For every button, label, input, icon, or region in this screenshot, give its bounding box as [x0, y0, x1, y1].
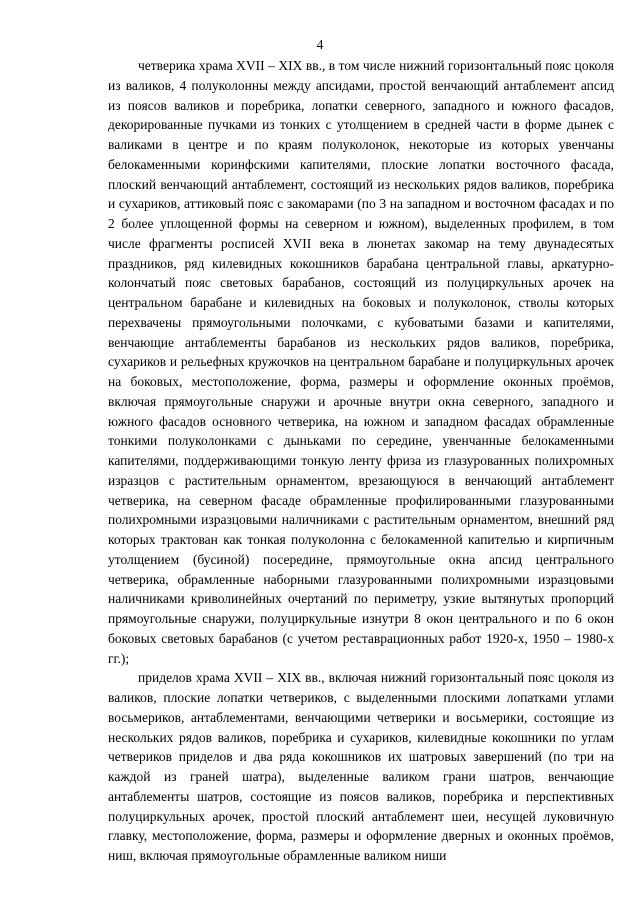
- paragraph-pridely: приделов храма XVII – XIX вв., включая нижний горизонтальный пояс цоколя из валиков, плоские лопатки четвериков, с выделенными плоскими лопатками углами восьмериков, антаблементами, венчающими четверики и восьмерики, состоящие из нескольких рядов валиков, поребрика и сухариков, килевидные кокошники по углам четвериков приделов и два ряда кокошников их шатровых завершений (по три на каждой из граней шатра), выделенные валиком грани шатров, венчающие антаблементы шатров, состоящие из поясов валиков, поребрика и перспективных полуциркульных арочек, простой плоский антаблемент шеи, несущей луковичную главку, местоположение, форма, размеры и оформление дверных и оконных проёмов, ниш, включая прямоугольные обрамленные валиком ниши: [108, 670, 614, 863]
- page-number: 4: [316, 37, 324, 52]
- document-body: [108, 56, 614, 866]
- paragraph-chetverik: четверика храма XVII – XIX вв., в том числе нижний горизонтальный пояс цоколя из валиков, 4 полуколонны между апсидами, простой венчающий антаблемент апсид из поясов валиков и поребрика, лопатки северного, западного и южного фасадов, декорированные пучками из тонких с утолщением в средней части в форме дынек с валиками в центре и по краям полуколонок, некоторые из которых увенчаны белокаменными коринфскими капителями, плоские лопатки восточного фасада, плоский венчающий антаблемент, состоящий из нескольких рядов валиков, поребрика и сухариков, аттиковый пояс с закомарами (по 3 на западном и восточном фасадах и по 2 более уплощенной формы на северном и южном), выделенных профилем, в том числе фрагменты росписей XVII века в люнетах закомар на тему двунадесятых праздников, ряд килевидных кокошников барабана центральной главы, аркатурно-колончатый пояс световых барабанов, состоящий из полуциркульных арочек на центральном барабане и килевидных на боковых и полуколонок, стволы которых перехвачены прямоугольными полочками, с кубоватыми базами и капителями, венчающие антаблементы барабанов из нескольких рядов валиков, поребрика, сухариков и рельефных кружочков на центральном барабане и полуциркульных арочек на боковых, местоположение, форма, размеры и оформление оконных проёмов, включая прямоугольные снаружи и арочные внутри окна северного, западного и южного фасадов основного четверика, на южном и западном фасадах обрамленные тонкими полуколонками с дыньками по середине, увенчанные белокаменными капителями, поддерживающими тонкую ленту фриза из глазурованных полихромных изразцов с растительным орнаментом, врезающуюся в венчающий антаблемент четверика, на северном фасаде обрамленные профилированными глазурованными полихромными изразцовыми наличниками с растительным орнаментом, внешний ряд которых трактован как тонкая полуколонна с белокаменной капителью и кирпичным утолщением (бусиной) посередине, прямоугольные окна апсид центрального четверика, обрамленные наборными глазурованными полихромными изразцовыми наличниками криволинейных очертаний по периметру, узкие вытянутых пропорций прямоугольные снаружи, полуциркульные изнутри 8 окон центрального и по 6 окон боковых световых барабанов (с учетом реставрационных работ 1920-х, 1950 – 1980-х гг.);: [108, 58, 614, 666]
